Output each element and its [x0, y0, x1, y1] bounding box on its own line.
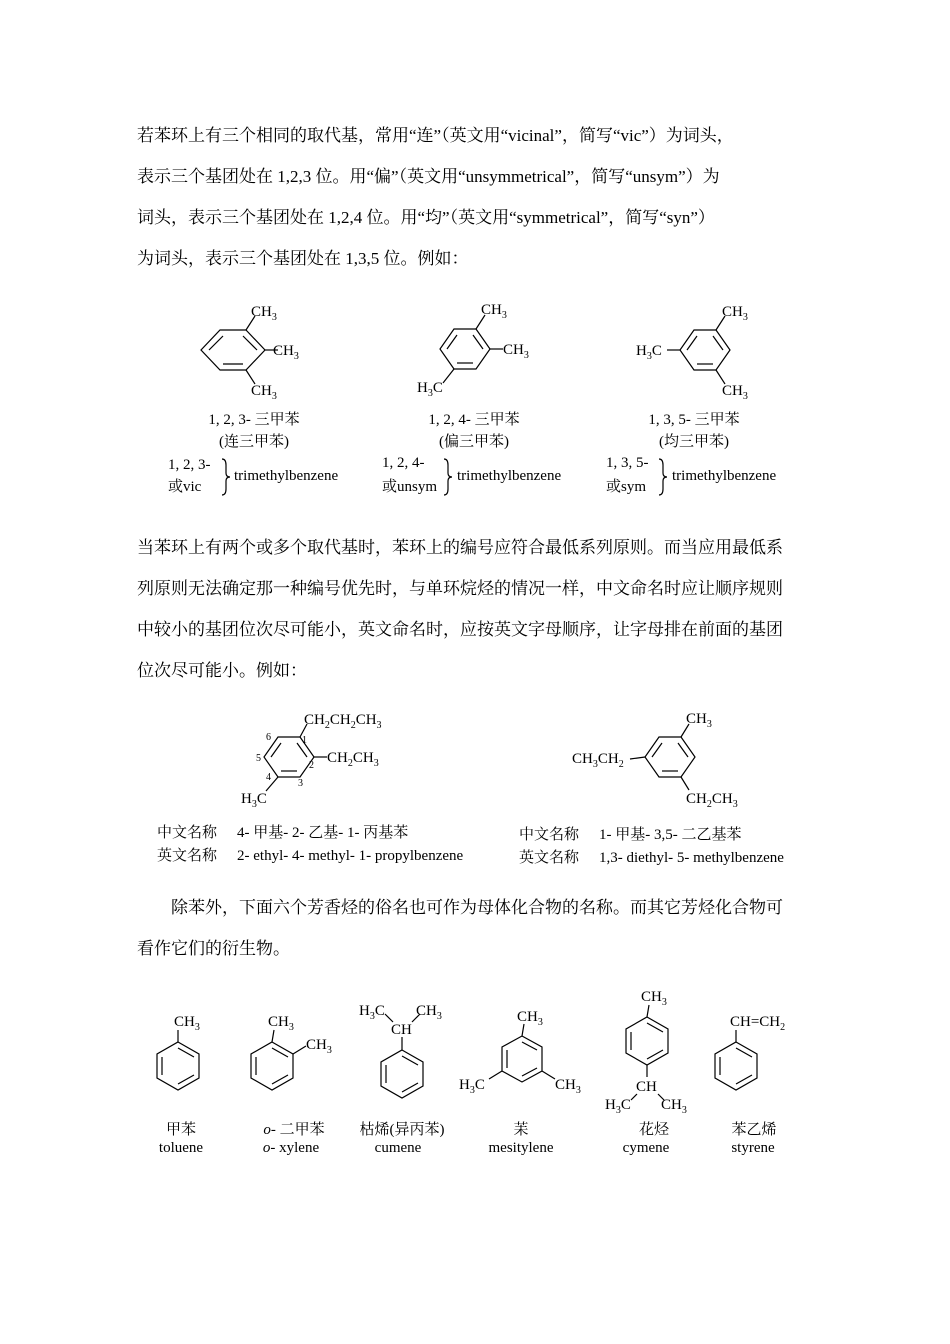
para2-line-3: 中较小的基团位次尽可能小，英文命名时，应按英文字母顺序，让字母排在前面的基团	[137, 620, 783, 639]
trimethyl-2-alias-cn: (偏三甲苯)	[439, 434, 509, 450]
methyl-group: $CH_3$	[722, 383, 748, 402]
ring-number-5: 5	[256, 753, 261, 764]
ring-number-2: 2	[309, 760, 314, 771]
cumene-name-cn: 枯烯(异丙苯)	[359, 1122, 445, 1138]
structure-123-trimethylbenzene	[201, 304, 299, 402]
para3-line-1: 除苯外，下面六个芳香烃的俗名也可作为母体化合物的名称。而其它芳烃化合物可	[171, 898, 783, 917]
paragraph-parent-names	[137, 887, 827, 969]
para1-line-4: 为词头，表示三个基团处在 1,3,5 位。例如：	[137, 249, 469, 268]
structure-styrene	[715, 1014, 785, 1090]
toluene-name-en: toluene	[158, 1140, 204, 1156]
methyl-group: $H_3C$	[636, 343, 662, 362]
trimethyl-1-alias-cn: (连三甲苯)	[219, 434, 289, 450]
structure-mesitylene	[459, 1009, 581, 1096]
trimethyl-1-en: trimethylbenzene	[234, 468, 339, 484]
example-1-en-name: 2- ethyl- 4- methyl- 1- propylbenzene	[237, 848, 464, 864]
benzene-ring	[381, 1050, 423, 1098]
ethyl-group: $CH_3CH_2$	[572, 751, 624, 770]
benzene-ring	[680, 330, 730, 370]
methyl-group: $CH_3$	[503, 342, 529, 361]
ring-number-1: 1	[302, 735, 307, 746]
ortho-prefix: o-	[263, 1122, 276, 1138]
structure-toluene	[157, 1014, 200, 1090]
structure-o-xylene	[251, 1014, 332, 1090]
para2-line-2: 列原则无法确定那一种编号优先时，与单环烷烃的情况一样，中文命名时应让顺序规则	[137, 579, 783, 598]
example-2-en-label: 英文名称	[519, 850, 580, 866]
benzene-ring	[201, 330, 265, 370]
o-xylene-name-en: o- xylene	[262, 1140, 320, 1156]
trimethyl-2-prefix: 或unsym	[382, 479, 438, 495]
mesitylene-name-en: mesitylene	[488, 1140, 554, 1156]
cymene-name-en: cymene	[622, 1140, 670, 1156]
para1-line-3: 词头，表示三个基团处在 1,2,4 位。用“均”（英文用“symmetrical”，简写“syn”）	[137, 208, 715, 227]
benzene-ring	[440, 329, 490, 369]
trimethyl-3-prefix: 或sym	[606, 479, 647, 495]
brace	[444, 459, 452, 495]
ethyl-group: $CH_2CH_3$	[686, 791, 738, 810]
trimethyl-2-en: trimethylbenzene	[457, 468, 562, 484]
structure-diethyl-methylbenzene	[572, 711, 738, 810]
ring-number-3: 3	[298, 778, 303, 789]
methyl-group: $CH_3$	[722, 304, 748, 323]
o-xylene-name-cn: o- 二甲苯	[263, 1122, 325, 1138]
trimethyl-2-positions: 1, 2, 4-	[382, 455, 425, 471]
methyl-group: $CH_3$	[273, 343, 299, 362]
example-2-cn-label: 中文名称	[519, 827, 580, 843]
example-1-en-label: 英文名称	[157, 848, 218, 864]
ring-number-4: 4	[266, 772, 271, 783]
cumene-name-en: cumene	[374, 1140, 422, 1156]
methyl-group: $CH_3$	[555, 1077, 581, 1096]
brace	[222, 459, 230, 495]
structure-135-trimethylbenzene	[636, 304, 748, 402]
vinyl-group: $CH=CH_2$	[730, 1014, 786, 1033]
mesitylene-name-cn: 苿	[513, 1122, 529, 1138]
brace	[659, 459, 667, 495]
structure-124-trimethylbenzene	[417, 302, 529, 399]
structure-ethyl-methyl-propylbenzene	[241, 712, 382, 810]
methyl-group: $CH_3$	[174, 1014, 200, 1033]
trimethyl-3-positions: 1, 3, 5-	[606, 455, 649, 471]
trimethyl-3-alias-cn: (均三甲苯)	[659, 434, 729, 450]
trimethyl-2-name-cn: 1, 2, 4- 三甲苯	[428, 412, 520, 428]
structure-cumene	[359, 1003, 442, 1098]
para2-line-1: 当苯环上有两个或多个取代基时，苯环上的编号应符合最低系列原则。而当应用最低系	[137, 538, 783, 557]
benzene-ring	[645, 737, 695, 777]
example-2-en-name: 1,3- diethyl- 5- methylbenzene	[599, 850, 784, 866]
methyl-group: $H_3C$	[605, 1097, 631, 1116]
para1-line-1: 若苯环上有三个相同的取代基，常用“连”（英文用“vicinal”，简写“vic”）为词头，	[137, 126, 734, 145]
methyl-group: $CH_3$	[416, 1003, 442, 1022]
methyl-group: $CH_3$	[251, 304, 277, 323]
example-2-cn-name: 1- 甲基- 3,5- 二乙基苯	[599, 827, 742, 843]
para1-line-2: 表示三个基团处在 1,2,3 位。用“偏”（英文用“unsymmetrical”，简写“unsym”）为	[137, 167, 720, 186]
paragraph-lowest-locant-rule	[137, 527, 827, 691]
methyl-group: $CH_3$	[306, 1037, 332, 1056]
ch-group: CH	[391, 1022, 412, 1038]
benzene-ring	[251, 1042, 293, 1090]
methyl-group: $CH_3$	[268, 1014, 294, 1033]
trimethyl-1-positions: 1, 2, 3-	[168, 457, 211, 473]
trimethyl-3-en: trimethylbenzene	[672, 468, 777, 484]
methyl-group: $CH_3$	[661, 1097, 687, 1116]
toluene-name-cn: 甲苯	[165, 1122, 197, 1138]
methyl-group: $CH_3$	[517, 1009, 543, 1028]
styrene-name-en: styrene	[731, 1140, 775, 1156]
ring-number-6: 6	[266, 732, 271, 743]
trimethyl-1-prefix: 或vic	[168, 479, 202, 495]
methyl-group: $CH_3$	[251, 383, 277, 402]
benzene-ring	[502, 1036, 542, 1082]
propyl-group: $CH_2CH_2CH_3$	[304, 712, 382, 731]
para2-line-4: 位次尽可能小。例如：	[137, 661, 307, 680]
ortho-prefix: o-	[262, 1140, 276, 1156]
example-1-cn-name: 4- 甲基- 2- 乙基- 1- 丙基苯	[237, 825, 409, 841]
structure-cymene	[605, 989, 687, 1116]
ch-group: CH	[636, 1079, 657, 1095]
methyl-group: $H_3C$	[459, 1077, 485, 1096]
methyl-group: $CH_3$	[481, 302, 507, 321]
para3-line-2: 看作它们的衍生物。	[137, 939, 290, 958]
trimethyl-3-name-cn: 1, 3, 5- 三甲苯	[648, 412, 740, 428]
benzene-ring	[626, 1017, 668, 1065]
methyl-group: $H_3C$	[359, 1003, 385, 1022]
trimethyl-1-name-cn: 1, 2, 3- 三甲苯	[208, 412, 300, 428]
cymene-name-cn: 花烃	[638, 1122, 670, 1138]
methyl-group: $CH_3$	[686, 711, 712, 730]
methyl-group: $H_3C$	[417, 380, 443, 399]
benzene-ring	[715, 1042, 757, 1090]
ethyl-group: $CH_2CH_3$	[327, 750, 379, 769]
styrene-name-cn: 苯乙烯	[731, 1122, 777, 1138]
benzene-ring	[157, 1042, 199, 1090]
methyl-group: $H_3C$	[241, 791, 267, 810]
example-1-cn-label: 中文名称	[157, 825, 218, 841]
methyl-group: $CH_3$	[641, 989, 667, 1008]
